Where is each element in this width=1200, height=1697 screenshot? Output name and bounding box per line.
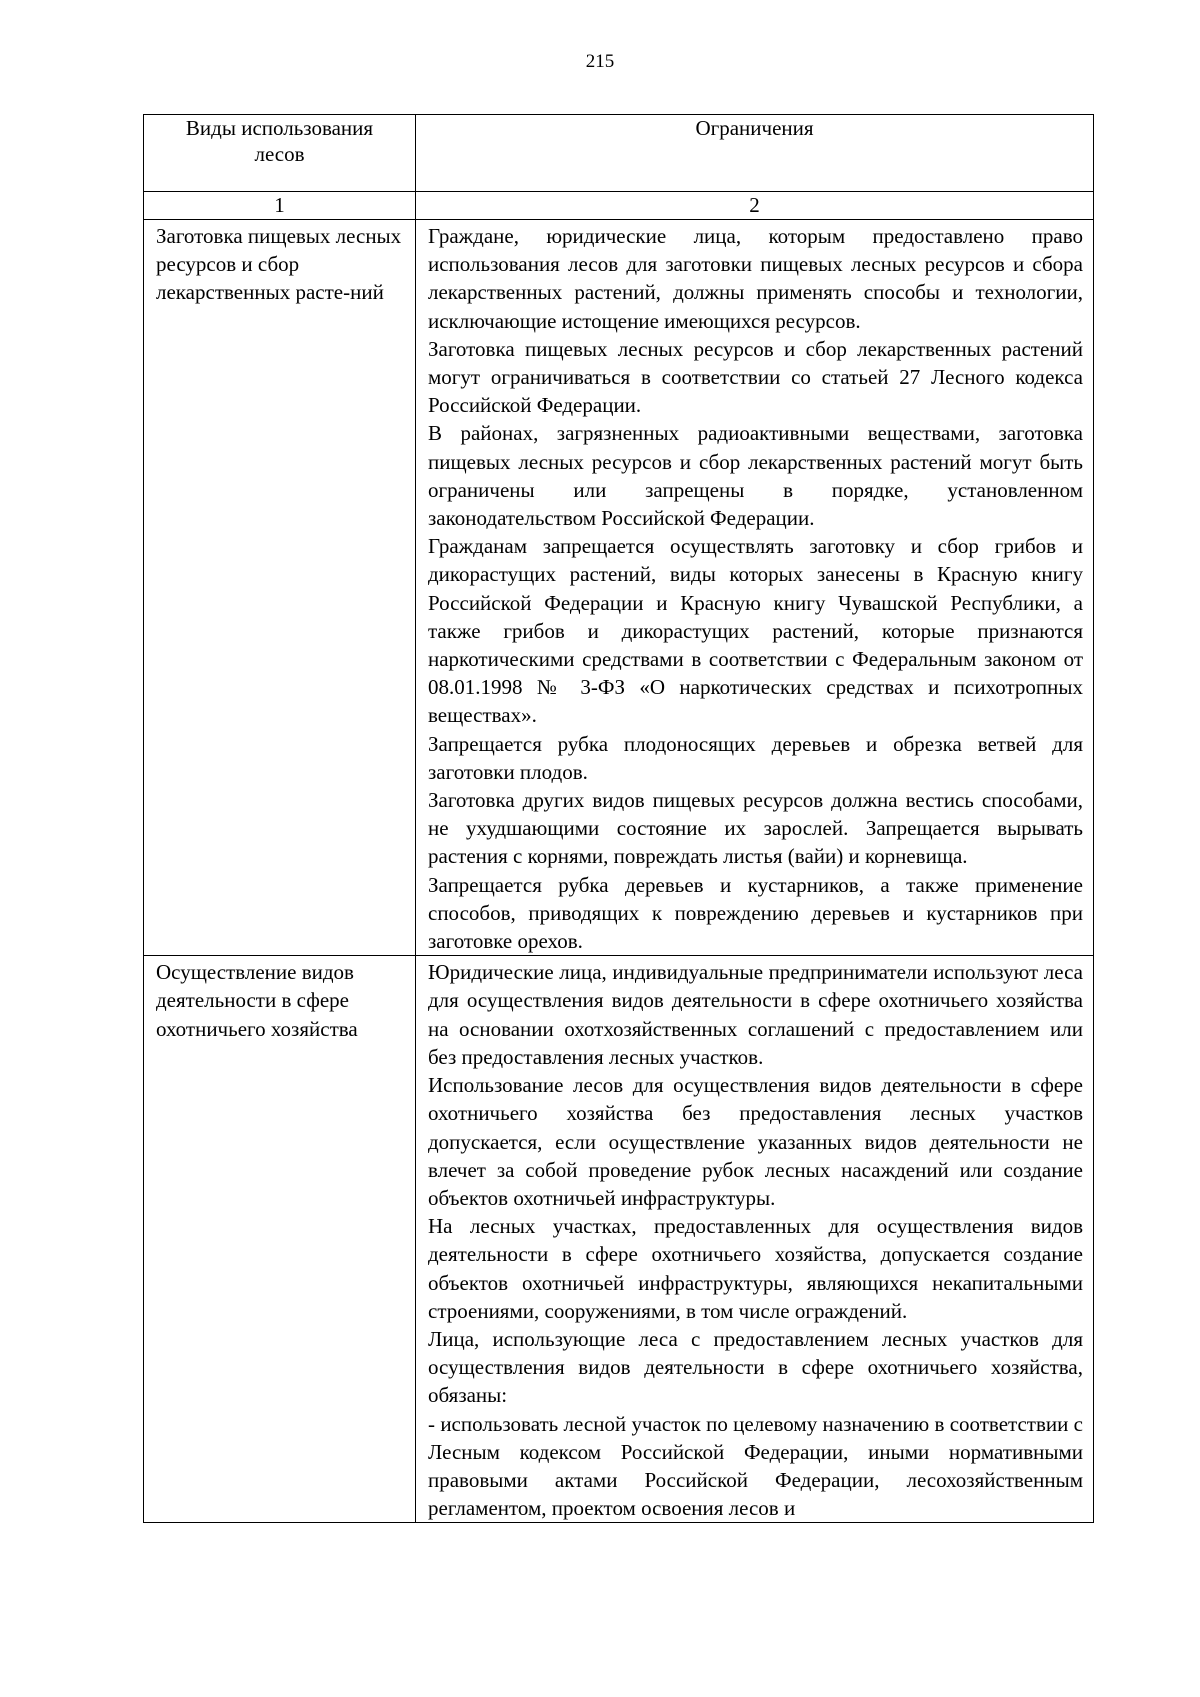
column-number-row — [144, 192, 1094, 220]
restriction-paragraph: В районах, загрязненных радиоактивными веществами, заготовка пищевых лесных ресурсов и сбор лекарственных растений могут быть ограничены или запрещены в порядке, установленном законодательством Российской Федерации. — [428, 421, 1083, 531]
restriction-paragraph: На лесных участках, предоставленных для осуществления видов деятельности в сфере охотничьего хозяйства, допускается создание объектов охотничьей инфраструктуры, являющихся некапитальными строениями, сооружениями, в том числе ограждений. — [428, 1214, 1083, 1323]
restrictions-table — [143, 114, 1094, 1523]
restriction-paragraph: Граждане, юридические лица, которым предоставлено право использования лесов для заготовки пищевых лесных ресурсов и сбора лекарственных растений, должны применять способы и технологии, исключающие истощение имеющихся ресурсов. — [428, 224, 1083, 333]
table-row — [144, 220, 1094, 956]
restriction-paragraph: Запрещается рубка деревьев и кустарников, а также применение способов, приводящих к повреждению деревьев и кустарников при заготовке орехов. — [428, 872, 1083, 954]
restriction-paragraph: - использовать лесной участок по целевому назначению в соответствии с Лесным кодексом Российской Федерации, иными нормативными правовыми актами Российской Федерации, лесохозяйственным регламентом, проектом освоения лесов и — [428, 1411, 1083, 1521]
forest-use-type: Заготовка пищевых лесных ресурсов и сбор лекарственных расте-ний — [144, 220, 416, 956]
restrictions-cell — [416, 956, 1094, 1523]
restrictions-cell — [416, 220, 1094, 956]
restriction-paragraph: Лица, использующие леса с предоставлением лесных участков для осуществления видов деятельности в сфере охотничьего хозяйства, обязаны: — [428, 1326, 1083, 1408]
table-row — [144, 956, 1094, 1523]
restriction-paragraph: Запрещается рубка плодоносящих деревьев и обрезка ветвей для заготовки плодов. — [428, 731, 1083, 784]
header-forest-use-types: Виды использования лесов — [144, 115, 416, 192]
restriction-paragraph: Использование лесов для осуществления видов деятельности в сфере охотничьего хозяйства без предоставления лесных участков допускается, если осуществление указанных видов деятельности не влечет за собой проведение рубок лесных насаждений или создание объектов охотничьей инфраструктуры. — [428, 1073, 1083, 1210]
restriction-paragraph: Юридические лица, индивидуальные предприниматели используют леса для осуществления видов деятельности в сфере охотничьего хозяйства на основании охотхозяйственных соглашений с предоставлением или без предоставления лесных участков. — [428, 960, 1083, 1069]
header-restrictions: Ограничения — [416, 115, 1094, 192]
column-number-1: 1 — [144, 192, 416, 220]
restriction-paragraph: Гражданам запрещается осуществлять заготовку и сбор грибов и дикорастущих растений, виды которых занесены в Красную книгу Российской Федерации и Красную книгу Чувашской Республики, а также грибов и дикорастущих растений, которые признаются наркотическими средствами в соответствии с Федеральным законом от 08.01.1998 № 3-ФЗ «О наркотических средствах и психотропных веществах». — [428, 534, 1083, 728]
restriction-paragraph: Заготовка других видов пищевых ресурсов должна вестись способами, не ухудшающими состояние их зарослей. Запрещается вырывать растения с корнями, повреждать листья (вайи) и корневища. — [428, 788, 1083, 869]
table-header-row — [144, 115, 1094, 192]
page-number: 215 — [585, 51, 615, 72]
column-number-2: 2 — [416, 192, 1094, 220]
restriction-paragraph: Заготовка пищевых лесных ресурсов и сбор лекарственных растений могут ограничиваться в соответствии со статьей 27 Лесного кодекса Российской Федерации. — [428, 336, 1083, 418]
forest-use-type: Осуществление видов деятельности в сфере охотничьего хозяйства — [144, 956, 416, 1523]
